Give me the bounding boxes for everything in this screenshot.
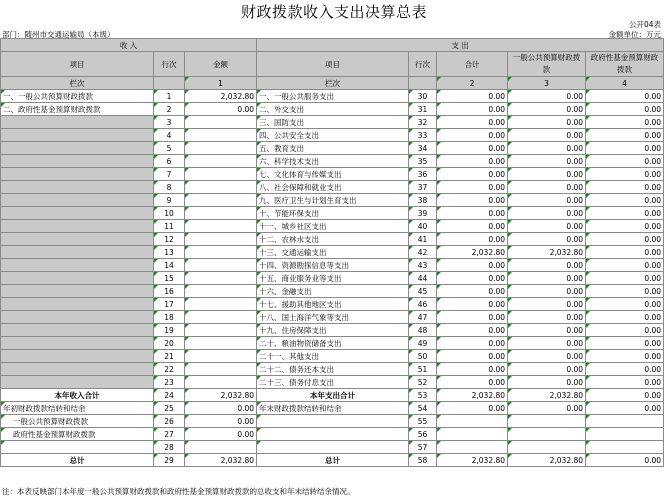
summary-expense-fund — [586, 441, 664, 454]
summary-income-item: 总计 — [1, 454, 154, 467]
income-item — [1, 363, 154, 376]
income-item — [1, 376, 154, 389]
income-line-number: 7 — [154, 168, 185, 181]
expense-general: 0.00 — [508, 90, 586, 103]
summary-expense-item: 年末财政拨款结转和结余 — [257, 402, 409, 415]
expense-total: 0.00 — [437, 285, 508, 298]
table-row — [1, 337, 664, 350]
summary-expense-item — [257, 415, 409, 428]
income-amount — [185, 168, 257, 181]
table-row — [1, 103, 664, 116]
summary-row — [1, 454, 664, 467]
summary-expense-item: 本年支出合计 — [257, 389, 409, 402]
summary-expense-item: 总计 — [257, 454, 409, 467]
expense-item: 三、国防支出 — [257, 116, 409, 129]
expense-general: 0.00 — [508, 324, 586, 337]
expense-item: 十九、住房保障支出 — [257, 324, 409, 337]
expense-column-label: 栏次 — [257, 77, 409, 90]
income-line-number: 23 — [154, 376, 185, 389]
expense-item: 二、外交支出 — [257, 103, 409, 116]
department-label: 部门：随州市交通运输局（本级） — [2, 30, 115, 39]
income-line-number: 9 — [154, 194, 185, 207]
expense-total: 0.00 — [437, 350, 508, 363]
summary-expense-general: 0.00 — [508, 402, 586, 415]
expense-general: 0.00 — [508, 350, 586, 363]
expense-item: 十七、援助其他地区支出 — [257, 298, 409, 311]
expense-total: 0.00 — [437, 103, 508, 116]
summary-income-item — [1, 441, 154, 454]
table-row — [1, 246, 664, 259]
expense-fund: 0.00 — [586, 272, 664, 285]
summary-expense-general — [508, 428, 586, 441]
income-line-number: 2 — [154, 103, 185, 116]
expense-line-number: 48 — [409, 324, 437, 337]
summary-income-item: 本年收入合计 — [1, 389, 154, 402]
summary-row — [1, 415, 664, 428]
income-col1-index: 1 — [185, 77, 257, 90]
expense-fund: 0.00 — [586, 246, 664, 259]
expense-line-number: 38 — [409, 194, 437, 207]
income-item — [1, 181, 154, 194]
expense-total: 0.00 — [437, 129, 508, 142]
income-line-number: 15 — [154, 272, 185, 285]
income-amount — [185, 207, 257, 220]
expense-fund: 0.00 — [586, 298, 664, 311]
expense-total: 0.00 — [437, 259, 508, 272]
expense-total: 0.00 — [437, 337, 508, 350]
table-row — [1, 272, 664, 285]
expense-item: 五、教育支出 — [257, 142, 409, 155]
expense-line-number: 31 — [409, 103, 437, 116]
income-item — [1, 116, 154, 129]
income-amount — [185, 324, 257, 337]
summary-expense-total — [437, 441, 508, 454]
expense-fund: 0.00 — [586, 155, 664, 168]
expense-general: 0.00 — [508, 259, 586, 272]
expense-line-number: 44 — [409, 272, 437, 285]
summary-expense-item — [257, 441, 409, 454]
expense-item: 一、一般公共服务支出 — [257, 90, 409, 103]
summary-expense-total — [437, 415, 508, 428]
expense-fund: 0.00 — [586, 324, 664, 337]
expense-general: 0.00 — [508, 298, 586, 311]
expense-line-number: 46 — [409, 298, 437, 311]
expense-item: 二十一、其他支出 — [257, 350, 409, 363]
income-line-number: 13 — [154, 246, 185, 259]
expense-fund: 0.00 — [586, 337, 664, 350]
expense-total: 0.00 — [437, 207, 508, 220]
expense-fund: 0.00 — [586, 350, 664, 363]
expense-general: 0.00 — [508, 207, 586, 220]
summary-expense-line: 54 — [409, 402, 437, 415]
expense-total: 0.00 — [437, 376, 508, 389]
income-item-header: 项目 — [1, 52, 154, 77]
table-row — [1, 90, 664, 103]
expense-general: 0.00 — [508, 194, 586, 207]
summary-expense-total: 2,032.80 — [437, 389, 508, 402]
expense-general: 0.00 — [508, 337, 586, 350]
expense-total: 0.00 — [437, 272, 508, 285]
expense-line-number: 34 — [409, 142, 437, 155]
expense-general: 0.00 — [508, 220, 586, 233]
expense-fund: 0.00 — [586, 259, 664, 272]
expense-item: 八、社会保障和就业支出 — [257, 181, 409, 194]
expense-line-number: 40 — [409, 220, 437, 233]
income-item — [1, 220, 154, 233]
expense-item: 七、文化体育与传媒支出 — [257, 168, 409, 181]
expense-item: 二十二、债务还本支出 — [257, 363, 409, 376]
report-title: 财政拨款收入支出决算总表 — [240, 3, 427, 21]
income-item — [1, 350, 154, 363]
income-amount — [185, 142, 257, 155]
expense-general: 0.00 — [508, 285, 586, 298]
summary-expense-line: 53 — [409, 389, 437, 402]
expense-total: 0.00 — [437, 311, 508, 324]
summary-income-item: 一般公共预算财政拨款 — [1, 415, 154, 428]
summary-income-line: 24 — [154, 389, 185, 402]
income-item — [1, 168, 154, 181]
income-amount — [185, 311, 257, 324]
expense-line-number: 47 — [409, 311, 437, 324]
table-row — [1, 376, 664, 389]
income-section-header: 收 入 — [1, 39, 257, 52]
expense-line-number: 41 — [409, 233, 437, 246]
expense-fund: 0.00 — [586, 142, 664, 155]
expense-fund: 0.00 — [586, 168, 664, 181]
general-col3-index: 3 — [508, 77, 586, 90]
expense-fund: 0.00 — [586, 233, 664, 246]
income-amount — [185, 272, 257, 285]
income-item — [1, 142, 154, 155]
summary-row — [1, 389, 664, 402]
summary-income-amount: 2,032.80 — [185, 454, 257, 467]
income-amount — [185, 194, 257, 207]
income-line-number: 16 — [154, 285, 185, 298]
expense-fund: 0.00 — [586, 376, 664, 389]
expense-fund: 0.00 — [586, 90, 664, 103]
table-row — [1, 168, 664, 181]
expense-total: 0.00 — [437, 168, 508, 181]
expense-total: 0.00 — [437, 90, 508, 103]
income-amount — [185, 220, 257, 233]
expense-fund: 0.00 — [586, 207, 664, 220]
income-amount — [185, 376, 257, 389]
income-item — [1, 155, 154, 168]
table-row — [1, 155, 664, 168]
expense-general: 0.00 — [508, 155, 586, 168]
income-line-number: 14 — [154, 259, 185, 272]
expense-line-number: 42 — [409, 246, 437, 259]
income-item — [1, 246, 154, 259]
table-row — [1, 350, 664, 363]
expense-item: 六、科学技术支出 — [257, 155, 409, 168]
expense-line-number: 39 — [409, 207, 437, 220]
table-row — [1, 298, 664, 311]
expense-fund: 0.00 — [586, 311, 664, 324]
expense-line-header: 行次 — [409, 52, 437, 77]
summary-income-amount: 0.00 — [185, 402, 257, 415]
expense-general: 0.00 — [508, 103, 586, 116]
expense-total: 0.00 — [437, 116, 508, 129]
summary-expense-item — [257, 428, 409, 441]
table-row — [1, 233, 664, 246]
income-line-number: 21 — [154, 350, 185, 363]
table-code: 公开04表 — [628, 20, 661, 29]
expense-fund: 0.00 — [586, 220, 664, 233]
income-item — [1, 233, 154, 246]
expense-item: 四、公共安全支出 — [257, 129, 409, 142]
budget-table — [0, 38, 664, 467]
summary-expense-general: 2,032.80 — [508, 454, 586, 467]
expense-line-index — [409, 77, 437, 90]
income-line-number: 10 — [154, 207, 185, 220]
expense-total: 0.00 — [437, 233, 508, 246]
expense-line-number: 43 — [409, 259, 437, 272]
income-amount-header: 金额 — [185, 52, 257, 77]
fund-col4-index: 4 — [586, 77, 664, 90]
expense-general: 2,032.80 — [508, 246, 586, 259]
expense-line-number: 30 — [409, 90, 437, 103]
expense-line-number: 37 — [409, 181, 437, 194]
summary-expense-general — [508, 441, 586, 454]
summary-income-amount: 2,032.80 — [185, 389, 257, 402]
expense-fund: 0.00 — [586, 194, 664, 207]
table-row — [1, 311, 664, 324]
table-row — [1, 129, 664, 142]
summary-income-line: 25 — [154, 402, 185, 415]
income-amount — [185, 233, 257, 246]
expense-total: 0.00 — [437, 363, 508, 376]
expense-fund: 0.00 — [586, 363, 664, 376]
expense-item: 十二、农林水支出 — [257, 233, 409, 246]
income-amount — [185, 337, 257, 350]
summary-expense-line: 55 — [409, 415, 437, 428]
expense-fund: 0.00 — [586, 285, 664, 298]
summary-expense-fund: 0.00 — [586, 402, 664, 415]
summary-income-amount: 0.00 — [185, 428, 257, 441]
expense-fund: 0.00 — [586, 116, 664, 129]
expense-line-number: 33 — [409, 129, 437, 142]
summary-income-line: 26 — [154, 415, 185, 428]
summary-expense-total: 0.00 — [437, 402, 508, 415]
income-amount — [185, 129, 257, 142]
summary-expense-fund: 0.00 — [586, 454, 664, 467]
expense-item-header: 项目 — [257, 52, 409, 77]
income-line-header: 行次 — [154, 52, 185, 77]
income-item — [1, 298, 154, 311]
expense-total: 0.00 — [437, 324, 508, 337]
summary-expense-general — [508, 415, 586, 428]
expense-item: 十八、国土海洋气象等支出 — [257, 311, 409, 324]
table-row — [1, 116, 664, 129]
summary-income-amount — [185, 441, 257, 454]
income-line-number: 8 — [154, 181, 185, 194]
expense-line-number: 51 — [409, 363, 437, 376]
income-item — [1, 194, 154, 207]
expense-fund: 0.00 — [586, 181, 664, 194]
expense-line-number: 45 — [409, 285, 437, 298]
summary-row — [1, 441, 664, 454]
table-row — [1, 181, 664, 194]
summary-income-amount: 0.00 — [185, 415, 257, 428]
table-row — [1, 207, 664, 220]
expense-section-header: 支 出 — [257, 39, 664, 52]
expense-general: 0.00 — [508, 168, 586, 181]
expense-general: 0.00 — [508, 311, 586, 324]
expense-item: 二十三、债务付息支出 — [257, 376, 409, 389]
expense-total: 0.00 — [437, 181, 508, 194]
summary-expense-fund — [586, 428, 664, 441]
expense-item: 九、医疗卫生与计划生育支出 — [257, 194, 409, 207]
expense-item: 十五、商业服务业等支出 — [257, 272, 409, 285]
footnote: 注：本表反映部门本年度一般公共预算财政拨款和政府性基金预算财政拨款的总收支和年末结转结余情况。 — [2, 487, 355, 496]
income-item — [1, 272, 154, 285]
general-budget-header: 一般公共预算财政拨款 — [508, 52, 586, 77]
income-item — [1, 311, 154, 324]
expense-general: 0.00 — [508, 233, 586, 246]
income-line-number: 17 — [154, 298, 185, 311]
expense-item: 十四、资源勘探信息等支出 — [257, 259, 409, 272]
income-amount — [185, 363, 257, 376]
summary-row — [1, 428, 664, 441]
expense-general: 0.00 — [508, 272, 586, 285]
expense-general: 0.00 — [508, 142, 586, 155]
summary-income-line: 28 — [154, 441, 185, 454]
income-column-label: 栏次 — [1, 77, 154, 90]
summary-row — [1, 402, 664, 415]
income-line-number: 18 — [154, 311, 185, 324]
summary-income-item: 年初财政拨款结转和结余 — [1, 402, 154, 415]
income-amount — [185, 285, 257, 298]
table-row — [1, 220, 664, 233]
expense-total-header: 合计 — [437, 52, 508, 77]
income-line-number: 12 — [154, 233, 185, 246]
expense-item: 十、节能环保支出 — [257, 207, 409, 220]
expense-total: 0.00 — [437, 194, 508, 207]
income-line-number: 5 — [154, 142, 185, 155]
expense-line-number: 50 — [409, 350, 437, 363]
expense-total: 0.00 — [437, 220, 508, 233]
summary-income-line: 27 — [154, 428, 185, 441]
expense-general: 0.00 — [508, 116, 586, 129]
income-amount — [185, 155, 257, 168]
expense-total: 2,032.80 — [437, 246, 508, 259]
income-amount: 2,032.80 — [185, 90, 257, 103]
income-item — [1, 337, 154, 350]
expense-line-number: 32 — [409, 116, 437, 129]
income-line-number: 3 — [154, 116, 185, 129]
expense-item: 十三、交通运输支出 — [257, 246, 409, 259]
income-amount — [185, 246, 257, 259]
expense-item: 十六、金融支出 — [257, 285, 409, 298]
income-amount — [185, 181, 257, 194]
income-item: 二、政府性基金预算财政拨款 — [1, 103, 154, 116]
income-amount — [185, 350, 257, 363]
income-line-number: 4 — [154, 129, 185, 142]
expense-total: 0.00 — [437, 298, 508, 311]
table-row — [1, 194, 664, 207]
expense-fund: 0.00 — [586, 103, 664, 116]
income-item — [1, 129, 154, 142]
income-amount — [185, 116, 257, 129]
fund-budget-header: 政府性基金预算财政拨款 — [586, 52, 664, 77]
income-item — [1, 259, 154, 272]
summary-income-line: 29 — [154, 454, 185, 467]
expense-general: 0.00 — [508, 376, 586, 389]
expense-line-number: 52 — [409, 376, 437, 389]
expense-item: 十一、城乡社区支出 — [257, 220, 409, 233]
income-line-number: 11 — [154, 220, 185, 233]
total-col2-index: 2 — [437, 77, 508, 90]
income-line-number: 19 — [154, 324, 185, 337]
expense-line-number: 36 — [409, 168, 437, 181]
summary-expense-line: 57 — [409, 441, 437, 454]
expense-fund: 0.00 — [586, 129, 664, 142]
income-item — [1, 324, 154, 337]
summary-expense-total — [437, 428, 508, 441]
expense-total: 0.00 — [437, 142, 508, 155]
table-row — [1, 285, 664, 298]
summary-expense-fund — [586, 415, 664, 428]
income-line-number: 6 — [154, 155, 185, 168]
summary-income-item: 政府性基金预算财政拨款 — [1, 428, 154, 441]
unit-label: 金额单位：万元 — [608, 30, 661, 39]
summary-expense-fund: 0.00 — [586, 389, 664, 402]
summary-expense-line: 56 — [409, 428, 437, 441]
expense-line-number: 49 — [409, 337, 437, 350]
income-amount: 0.00 — [185, 103, 257, 116]
summary-expense-general: 2,032.80 — [508, 389, 586, 402]
table-row — [1, 142, 664, 155]
summary-expense-total: 2,032.80 — [437, 454, 508, 467]
summary-expense-line: 58 — [409, 454, 437, 467]
income-item — [1, 285, 154, 298]
expense-general: 0.00 — [508, 181, 586, 194]
expense-line-number: 35 — [409, 155, 437, 168]
income-amount — [185, 259, 257, 272]
table-row — [1, 324, 664, 337]
expense-item: 二十、粮油物资储备支出 — [257, 337, 409, 350]
income-line-number: 1 — [154, 90, 185, 103]
table-row — [1, 259, 664, 272]
expense-general: 0.00 — [508, 363, 586, 376]
income-item: 一、一般公共预算财政拨款 — [1, 90, 154, 103]
income-line-number: 20 — [154, 337, 185, 350]
income-amount — [185, 298, 257, 311]
expense-general: 0.00 — [508, 129, 586, 142]
income-line-number: 22 — [154, 363, 185, 376]
table-row — [1, 363, 664, 376]
expense-total: 0.00 — [437, 155, 508, 168]
income-item — [1, 207, 154, 220]
income-line-index — [154, 77, 185, 90]
